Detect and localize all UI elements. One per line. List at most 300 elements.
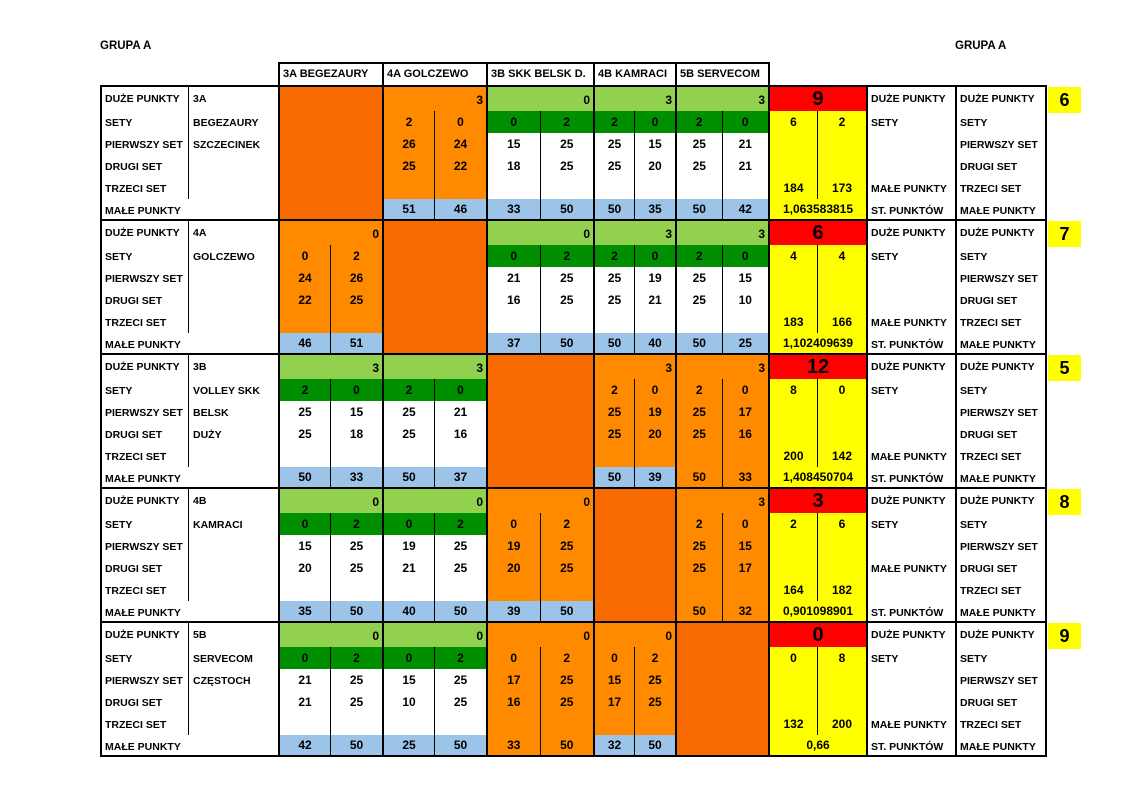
summary-empty-cell[interactable] [770, 133, 818, 155]
match-result-cell[interactable] [278, 219, 384, 355]
summary-totals-cell[interactable]: 173 [818, 177, 866, 199]
match-result-cell[interactable] [278, 621, 384, 757]
small-points-cell[interactable]: 50 [541, 735, 594, 755]
summary-empty-cell[interactable] [818, 669, 866, 691]
big-points-cell[interactable]: 3 [677, 355, 768, 379]
second-set-score-cell[interactable]: 22 [280, 289, 331, 311]
set-count-cell[interactable]: 2 [595, 379, 635, 401]
third-set-score-cell[interactable] [488, 177, 541, 199]
summary-empty-cell[interactable] [818, 289, 866, 311]
rank-cell[interactable]: 9 [1048, 623, 1081, 649]
set-count-cell[interactable]: 0 [384, 647, 435, 669]
big-points-cell[interactable]: 0 [488, 489, 593, 513]
big-points-cell[interactable]: 3 [595, 87, 675, 111]
summary-empty-cell[interactable] [770, 535, 818, 557]
second-set-score-cell[interactable]: 16 [488, 691, 541, 713]
summary-empty-cell[interactable] [770, 691, 818, 713]
set-count-cell[interactable]: 2 [677, 111, 723, 133]
small-points-cell[interactable]: 39 [635, 467, 675, 487]
summary-empty-cell[interactable] [818, 423, 866, 445]
set-count-cell[interactable]: 0 [488, 111, 541, 133]
summary-big-points-cell[interactable]: 12 [770, 355, 866, 379]
set-count-cell[interactable]: 2 [541, 111, 594, 133]
third-set-score-cell[interactable] [635, 177, 675, 199]
small-points-cell[interactable]: 50 [541, 333, 594, 353]
small-points-cell[interactable]: 50 [595, 199, 635, 219]
big-points-cell[interactable]: 0 [280, 623, 382, 647]
summary-ratio-cell[interactable]: 0,901098901 [770, 601, 866, 621]
small-points-cell[interactable]: 25 [723, 333, 769, 353]
big-points-cell[interactable]: 3 [280, 355, 382, 379]
third-set-score-cell[interactable] [595, 177, 635, 199]
big-points-cell[interactable]: 0 [488, 221, 593, 245]
match-result-cell[interactable] [278, 353, 384, 489]
set-count-cell[interactable]: 0 [280, 245, 331, 267]
match-result-cell[interactable] [593, 85, 677, 221]
summary-sets-cell[interactable]: 2 [770, 513, 818, 535]
third-set-score-cell[interactable] [331, 579, 382, 601]
first-set-score-cell[interactable]: 25 [435, 669, 486, 691]
first-set-score-cell[interactable]: 25 [435, 535, 486, 557]
second-set-score-cell[interactable]: 20 [280, 557, 331, 579]
summary-empty-cell[interactable] [818, 401, 866, 423]
set-count-cell[interactable]: 0 [723, 111, 769, 133]
second-set-score-cell[interactable]: 21 [723, 155, 769, 177]
first-set-score-cell[interactable]: 17 [723, 401, 769, 423]
first-set-score-cell[interactable]: 25 [331, 535, 382, 557]
small-points-cell[interactable]: 35 [280, 601, 331, 621]
small-points-cell[interactable]: 51 [331, 333, 382, 353]
small-points-cell[interactable]: 50 [635, 735, 675, 755]
set-count-cell[interactable]: 0 [488, 513, 541, 535]
summary-sets-cell[interactable]: 0 [818, 379, 866, 401]
second-set-score-cell[interactable]: 25 [677, 289, 723, 311]
summary-empty-cell[interactable] [770, 289, 818, 311]
big-points-cell[interactable]: 0 [488, 87, 593, 111]
first-set-score-cell[interactable]: 26 [384, 133, 435, 155]
small-points-cell[interactable]: 50 [595, 333, 635, 353]
match-result-cell[interactable] [486, 85, 595, 221]
first-set-score-cell[interactable]: 25 [331, 669, 382, 691]
third-set-score-cell[interactable] [677, 579, 723, 601]
set-count-cell[interactable]: 2 [435, 513, 486, 535]
summary-empty-cell[interactable] [818, 267, 866, 289]
small-points-cell[interactable]: 33 [331, 467, 382, 487]
first-set-score-cell[interactable]: 24 [435, 133, 486, 155]
small-points-cell[interactable]: 50 [677, 333, 723, 353]
first-set-score-cell[interactable]: 15 [384, 669, 435, 691]
summary-totals-cell[interactable]: 182 [818, 579, 866, 601]
third-set-score-cell[interactable] [595, 713, 635, 735]
second-set-score-cell[interactable]: 18 [488, 155, 541, 177]
summary-empty-cell[interactable] [818, 691, 866, 713]
set-count-cell[interactable]: 0 [280, 513, 331, 535]
set-count-cell[interactable]: 2 [384, 379, 435, 401]
summary-empty-cell[interactable] [770, 423, 818, 445]
set-count-cell[interactable]: 2 [435, 647, 486, 669]
second-set-score-cell[interactable]: 25 [677, 155, 723, 177]
set-count-cell[interactable]: 0 [635, 111, 675, 133]
big-points-cell[interactable]: 0 [488, 623, 593, 647]
set-count-cell[interactable]: 2 [595, 245, 635, 267]
first-set-score-cell[interactable]: 15 [635, 133, 675, 155]
second-set-score-cell[interactable]: 25 [331, 557, 382, 579]
first-set-score-cell[interactable]: 25 [595, 267, 635, 289]
first-set-score-cell[interactable]: 25 [677, 133, 723, 155]
third-set-score-cell[interactable] [280, 579, 331, 601]
small-points-cell[interactable]: 32 [723, 601, 769, 621]
match-result-cell[interactable] [382, 85, 488, 221]
rank-cell[interactable]: 5 [1048, 355, 1081, 381]
summary-empty-cell[interactable] [818, 155, 866, 177]
set-count-cell[interactable]: 2 [541, 647, 594, 669]
set-count-cell[interactable]: 2 [280, 379, 331, 401]
second-set-score-cell[interactable]: 21 [384, 557, 435, 579]
first-set-score-cell[interactable]: 25 [541, 267, 594, 289]
first-set-score-cell[interactable]: 25 [541, 535, 594, 557]
third-set-score-cell[interactable] [541, 579, 594, 601]
header-team-cell-4b[interactable]: 4B KAMRACI [593, 62, 677, 87]
big-points-cell[interactable]: 3 [595, 221, 675, 245]
set-count-cell[interactable]: 2 [331, 647, 382, 669]
set-count-cell[interactable]: 2 [331, 245, 382, 267]
second-set-score-cell[interactable]: 20 [635, 155, 675, 177]
set-count-cell[interactable]: 0 [723, 513, 769, 535]
small-points-cell[interactable]: 50 [331, 735, 382, 755]
third-set-score-cell[interactable] [723, 177, 769, 199]
third-set-score-cell[interactable] [435, 713, 486, 735]
third-set-score-cell[interactable] [677, 311, 723, 333]
small-points-cell[interactable]: 50 [435, 601, 486, 621]
third-set-score-cell[interactable] [541, 713, 594, 735]
first-set-score-cell[interactable]: 15 [723, 267, 769, 289]
match-result-cell[interactable] [278, 487, 384, 623]
set-count-cell[interactable]: 2 [541, 245, 594, 267]
match-result-cell[interactable] [675, 219, 770, 355]
summary-totals-cell[interactable]: 142 [818, 445, 866, 467]
first-set-score-cell[interactable]: 15 [723, 535, 769, 557]
summary-big-points-cell[interactable]: 9 [770, 87, 866, 111]
first-set-score-cell[interactable]: 25 [280, 401, 331, 423]
small-points-cell[interactable]: 50 [331, 601, 382, 621]
first-set-score-cell[interactable]: 24 [280, 267, 331, 289]
first-set-score-cell[interactable]: 25 [677, 535, 723, 557]
third-set-score-cell[interactable] [280, 445, 331, 467]
second-set-score-cell[interactable]: 25 [541, 691, 594, 713]
summary-big-points-cell[interactable]: 0 [770, 623, 866, 647]
first-set-score-cell[interactable]: 25 [541, 669, 594, 691]
third-set-score-cell[interactable] [331, 311, 382, 333]
summary-totals-cell[interactable]: 164 [770, 579, 818, 601]
third-set-score-cell[interactable] [488, 311, 541, 333]
set-count-cell[interactable]: 2 [677, 379, 723, 401]
second-set-score-cell[interactable]: 25 [595, 423, 635, 445]
second-set-score-cell[interactable]: 16 [435, 423, 486, 445]
third-set-score-cell[interactable] [435, 445, 486, 467]
small-points-cell[interactable]: 50 [435, 735, 486, 755]
set-count-cell[interactable]: 2 [331, 513, 382, 535]
set-count-cell[interactable]: 0 [635, 379, 675, 401]
second-set-score-cell[interactable]: 25 [384, 423, 435, 445]
set-count-cell[interactable]: 0 [435, 379, 486, 401]
set-count-cell[interactable]: 0 [488, 647, 541, 669]
third-set-score-cell[interactable] [723, 445, 769, 467]
summary-empty-cell[interactable] [770, 669, 818, 691]
set-count-cell[interactable]: 2 [595, 111, 635, 133]
summary-empty-cell[interactable] [770, 267, 818, 289]
first-set-score-cell[interactable]: 21 [280, 669, 331, 691]
third-set-score-cell[interactable] [280, 311, 331, 333]
first-set-score-cell[interactable]: 19 [635, 401, 675, 423]
summary-totals-cell[interactable]: 183 [770, 311, 818, 333]
summary-sets-cell[interactable]: 8 [770, 379, 818, 401]
third-set-score-cell[interactable] [384, 579, 435, 601]
small-points-cell[interactable]: 40 [384, 601, 435, 621]
third-set-score-cell[interactable] [488, 713, 541, 735]
second-set-score-cell[interactable]: 25 [331, 289, 382, 311]
second-set-score-cell[interactable]: 25 [384, 155, 435, 177]
second-set-score-cell[interactable]: 21 [280, 691, 331, 713]
small-points-cell[interactable]: 51 [384, 199, 435, 219]
summary-totals-cell[interactable]: 184 [770, 177, 818, 199]
second-set-score-cell[interactable]: 10 [384, 691, 435, 713]
big-points-cell[interactable]: 0 [595, 623, 675, 647]
set-count-cell[interactable]: 0 [384, 513, 435, 535]
second-set-score-cell[interactable]: 21 [635, 289, 675, 311]
big-points-cell[interactable]: 0 [384, 489, 486, 513]
second-set-score-cell[interactable]: 25 [595, 155, 635, 177]
third-set-score-cell[interactable] [723, 579, 769, 601]
first-set-score-cell[interactable]: 21 [488, 267, 541, 289]
small-points-cell[interactable]: 33 [488, 199, 541, 219]
first-set-score-cell[interactable]: 19 [635, 267, 675, 289]
first-set-score-cell[interactable]: 21 [435, 401, 486, 423]
match-result-cell[interactable] [382, 353, 488, 489]
set-count-cell[interactable]: 0 [435, 111, 486, 133]
first-set-score-cell[interactable]: 19 [384, 535, 435, 557]
first-set-score-cell[interactable]: 19 [488, 535, 541, 557]
match-result-cell[interactable] [486, 219, 595, 355]
summary-empty-cell[interactable] [770, 557, 818, 579]
first-set-score-cell[interactable]: 26 [331, 267, 382, 289]
big-points-cell[interactable]: 3 [677, 489, 768, 513]
rank-cell[interactable]: 6 [1048, 87, 1081, 113]
summary-empty-cell[interactable] [770, 155, 818, 177]
set-count-cell[interactable]: 0 [331, 379, 382, 401]
self-match-cell[interactable] [382, 219, 488, 355]
set-count-cell[interactable]: 0 [723, 379, 769, 401]
third-set-score-cell[interactable] [677, 445, 723, 467]
set-count-cell[interactable]: 2 [635, 647, 675, 669]
third-set-score-cell[interactable] [635, 311, 675, 333]
summary-empty-cell[interactable] [818, 557, 866, 579]
set-count-cell[interactable]: 2 [384, 111, 435, 133]
small-points-cell[interactable]: 39 [488, 601, 541, 621]
rank-cell[interactable]: 8 [1048, 489, 1081, 515]
match-result-cell[interactable] [382, 487, 488, 623]
first-set-score-cell[interactable]: 15 [595, 669, 635, 691]
match-result-cell[interactable] [593, 353, 677, 489]
second-set-score-cell[interactable]: 25 [435, 557, 486, 579]
header-team-cell-3a[interactable]: 3A BEGEZAURY [278, 62, 384, 87]
first-set-score-cell[interactable]: 15 [331, 401, 382, 423]
small-points-cell[interactable]: 37 [435, 467, 486, 487]
set-count-cell[interactable]: 0 [635, 245, 675, 267]
second-set-score-cell[interactable]: 16 [723, 423, 769, 445]
big-points-cell[interactable]: 3 [677, 221, 768, 245]
summary-ratio-cell[interactable]: 1,408450704 [770, 467, 866, 487]
small-points-cell[interactable]: 33 [488, 735, 541, 755]
small-points-cell[interactable]: 50 [384, 467, 435, 487]
summary-totals-cell[interactable]: 200 [770, 445, 818, 467]
small-points-cell[interactable]: 50 [541, 199, 594, 219]
small-points-cell[interactable]: 35 [635, 199, 675, 219]
third-set-score-cell[interactable] [384, 713, 435, 735]
third-set-score-cell[interactable] [384, 177, 435, 199]
self-match-cell[interactable] [278, 85, 384, 221]
header-team-cell-3b[interactable]: 3B SKK BELSK D. [486, 62, 595, 87]
small-points-cell[interactable]: 46 [435, 199, 486, 219]
first-set-score-cell[interactable]: 17 [488, 669, 541, 691]
second-set-score-cell[interactable]: 22 [435, 155, 486, 177]
second-set-score-cell[interactable]: 20 [488, 557, 541, 579]
set-count-cell[interactable]: 0 [595, 647, 635, 669]
match-result-cell[interactable] [675, 487, 770, 623]
second-set-score-cell[interactable]: 10 [723, 289, 769, 311]
header-team-cell-4a[interactable]: 4A GOLCZEWO [382, 62, 488, 87]
third-set-score-cell[interactable] [723, 311, 769, 333]
second-set-score-cell[interactable]: 25 [677, 423, 723, 445]
second-set-score-cell[interactable]: 25 [280, 423, 331, 445]
first-set-score-cell[interactable]: 25 [595, 401, 635, 423]
second-set-score-cell[interactable]: 25 [435, 691, 486, 713]
summary-big-points-cell[interactable]: 3 [770, 489, 866, 513]
third-set-score-cell[interactable] [595, 311, 635, 333]
summary-totals-cell[interactable]: 200 [818, 713, 866, 735]
match-result-cell[interactable] [486, 487, 595, 623]
second-set-score-cell[interactable]: 25 [541, 557, 594, 579]
summary-sets-cell[interactable]: 0 [770, 647, 818, 669]
third-set-score-cell[interactable] [331, 445, 382, 467]
third-set-score-cell[interactable] [384, 445, 435, 467]
big-points-cell[interactable]: 3 [677, 87, 768, 111]
second-set-score-cell[interactable]: 20 [635, 423, 675, 445]
small-points-cell[interactable]: 32 [595, 735, 635, 755]
second-set-score-cell[interactable]: 25 [635, 691, 675, 713]
small-points-cell[interactable]: 50 [280, 467, 331, 487]
summary-empty-cell[interactable] [818, 133, 866, 155]
rank-cell[interactable]: 7 [1048, 221, 1081, 247]
set-count-cell[interactable]: 2 [677, 513, 723, 535]
first-set-score-cell[interactable]: 21 [723, 133, 769, 155]
second-set-score-cell[interactable]: 25 [541, 289, 594, 311]
summary-totals-cell[interactable]: 166 [818, 311, 866, 333]
second-set-score-cell[interactable]: 25 [331, 691, 382, 713]
set-count-cell[interactable]: 0 [488, 245, 541, 267]
big-points-cell[interactable]: 3 [595, 355, 675, 379]
first-set-score-cell[interactable]: 15 [280, 535, 331, 557]
match-result-cell[interactable] [675, 353, 770, 489]
small-points-cell[interactable]: 42 [280, 735, 331, 755]
third-set-score-cell[interactable] [435, 579, 486, 601]
first-set-score-cell[interactable]: 15 [488, 133, 541, 155]
second-set-score-cell[interactable]: 16 [488, 289, 541, 311]
set-count-cell[interactable]: 2 [541, 513, 594, 535]
small-points-cell[interactable]: 37 [488, 333, 541, 353]
small-points-cell[interactable]: 46 [280, 333, 331, 353]
summary-empty-cell[interactable] [770, 401, 818, 423]
small-points-cell[interactable]: 33 [723, 467, 769, 487]
summary-sets-cell[interactable]: 8 [818, 647, 866, 669]
small-points-cell[interactable]: 50 [595, 467, 635, 487]
small-points-cell[interactable]: 50 [677, 467, 723, 487]
big-points-cell[interactable]: 3 [384, 355, 486, 379]
summary-sets-cell[interactable]: 6 [818, 513, 866, 535]
summary-sets-cell[interactable]: 4 [770, 245, 818, 267]
big-points-cell[interactable]: 3 [384, 87, 486, 111]
small-points-cell[interactable]: 50 [677, 601, 723, 621]
third-set-score-cell[interactable] [435, 177, 486, 199]
second-set-score-cell[interactable]: 25 [595, 289, 635, 311]
first-set-score-cell[interactable]: 25 [635, 669, 675, 691]
third-set-score-cell[interactable] [677, 177, 723, 199]
first-set-score-cell[interactable]: 25 [384, 401, 435, 423]
match-result-cell[interactable] [593, 621, 677, 757]
third-set-score-cell[interactable] [541, 177, 594, 199]
header-team-cell-5b[interactable]: 5B SERVECOM [675, 62, 770, 87]
match-result-cell[interactable] [675, 85, 770, 221]
first-set-score-cell[interactable]: 25 [595, 133, 635, 155]
summary-totals-cell[interactable]: 132 [770, 713, 818, 735]
small-points-cell[interactable]: 50 [677, 199, 723, 219]
second-set-score-cell[interactable]: 25 [677, 557, 723, 579]
set-count-cell[interactable]: 0 [723, 245, 769, 267]
third-set-score-cell[interactable] [635, 445, 675, 467]
summary-empty-cell[interactable] [818, 535, 866, 557]
small-points-cell[interactable]: 40 [635, 333, 675, 353]
summary-ratio-cell[interactable]: 1,102409639 [770, 333, 866, 353]
small-points-cell[interactable]: 42 [723, 199, 769, 219]
summary-ratio-cell[interactable]: 1,063583815 [770, 199, 866, 219]
big-points-cell[interactable]: 0 [280, 221, 382, 245]
third-set-score-cell[interactable] [331, 713, 382, 735]
self-match-cell[interactable] [486, 353, 595, 489]
third-set-score-cell[interactable] [541, 311, 594, 333]
match-result-cell[interactable] [486, 621, 595, 757]
self-match-cell[interactable] [593, 487, 677, 623]
set-count-cell[interactable]: 0 [280, 647, 331, 669]
summary-sets-cell[interactable]: 6 [770, 111, 818, 133]
third-set-score-cell[interactable] [488, 579, 541, 601]
first-set-score-cell[interactable]: 25 [541, 133, 594, 155]
summary-ratio-cell[interactable]: 0,66 [770, 735, 866, 755]
second-set-score-cell[interactable]: 17 [723, 557, 769, 579]
first-set-score-cell[interactable]: 25 [677, 401, 723, 423]
match-result-cell[interactable] [593, 219, 677, 355]
big-points-cell[interactable]: 0 [384, 623, 486, 647]
third-set-score-cell[interactable] [635, 713, 675, 735]
second-set-score-cell[interactable]: 17 [595, 691, 635, 713]
big-points-cell[interactable]: 0 [280, 489, 382, 513]
second-set-score-cell[interactable]: 18 [331, 423, 382, 445]
set-count-cell[interactable]: 2 [677, 245, 723, 267]
second-set-score-cell[interactable]: 25 [541, 155, 594, 177]
summary-big-points-cell[interactable]: 6 [770, 221, 866, 245]
third-set-score-cell[interactable] [280, 713, 331, 735]
small-points-cell[interactable]: 50 [541, 601, 594, 621]
match-result-cell[interactable] [382, 621, 488, 757]
first-set-score-cell[interactable]: 25 [677, 267, 723, 289]
